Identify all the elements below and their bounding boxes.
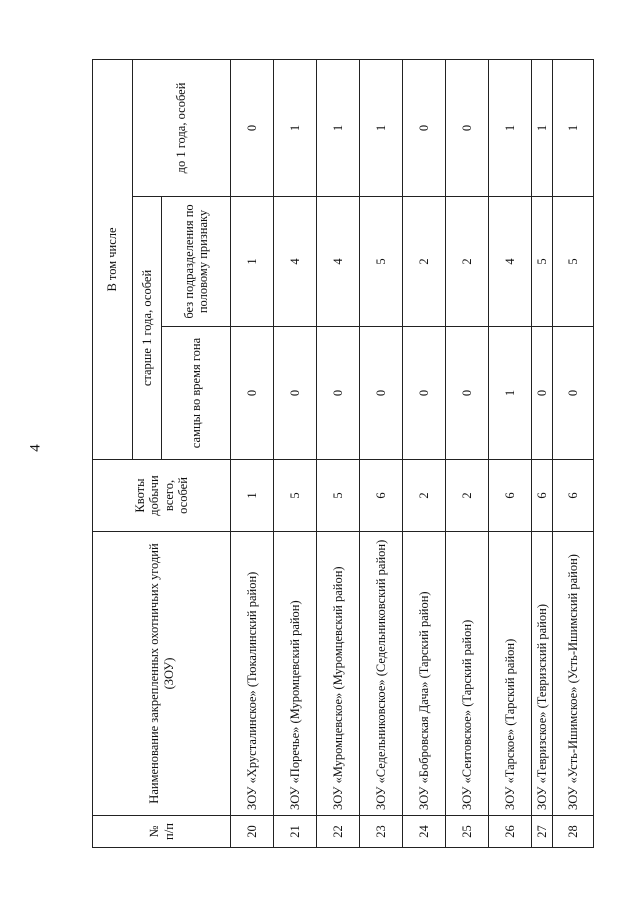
hunting-quota-table [92,59,594,848]
header-number: № п/п [93,816,231,848]
table-row [553,59,594,847]
header-males-during-rut: самцы во время гона [162,327,231,460]
hunting-ground-name: ЗОУ «Тевризское» (Тевризский район) [532,532,553,816]
row-number: 21 [274,816,317,848]
quota-total: 6 [360,460,403,532]
table-row [274,59,317,847]
table-row [231,59,274,847]
table-row [317,59,360,847]
hunting-ground-name: ЗОУ «Усть-Ишимское» (Усть-Ишимский район) [553,532,594,816]
quota-under-1-year: 1 [360,59,403,196]
header-hunting-ground-name: Наименование закрепленных охотничьих угодий (ЗОУ) [93,532,231,816]
row-number: 28 [553,816,594,848]
quota-under-1-year: 1 [553,59,594,196]
quota-males-rut: 0 [532,327,553,460]
quota-no-sex-division: 4 [274,197,317,327]
header-older-than-1-year: старше 1 года, особей [133,197,162,460]
header-including: В том числе [93,59,133,459]
quota-no-sex-division: 2 [403,197,446,327]
quota-under-1-year: 0 [403,59,446,196]
quota-total: 6 [489,460,532,532]
table-row [489,59,532,847]
hunting-ground-name: ЗОУ «Хрусталинское» (Тюкалинский район) [231,532,274,816]
hunting-ground-name: ЗОУ «Сеитовское» (Тарский район) [446,532,489,816]
row-number: 26 [489,816,532,848]
hunting-ground-name: ЗОУ «Бобровская Дача» (Тарский район) [403,532,446,816]
row-number: 24 [403,816,446,848]
quota-under-1-year: 1 [489,59,532,196]
quota-males-rut: 0 [360,327,403,460]
quota-males-rut: 0 [403,327,446,460]
table-row [360,59,403,847]
row-number: 23 [360,816,403,848]
row-number: 27 [532,816,553,848]
page-number: 4 [27,444,44,452]
quota-total: 2 [403,460,446,532]
quota-males-rut: 0 [317,327,360,460]
table-row [446,59,489,847]
quota-males-rut: 0 [553,327,594,460]
quota-under-1-year: 1 [274,59,317,196]
quota-total: 6 [532,460,553,532]
hunting-ground-name: ЗОУ «Тарское» (Тарский район) [489,532,532,816]
row-number: 22 [317,816,360,848]
hunting-ground-name: ЗОУ «Муромцевское» (Муромцевский район) [317,532,360,816]
quota-total: 2 [446,460,489,532]
table-row [403,59,446,847]
hunting-ground-name: ЗОУ «Седельниковское» (Седельниковский район) [360,532,403,816]
quota-total: 1 [231,460,274,532]
hunting-ground-name: ЗОУ «Поречье» (Муромцевский район) [274,532,317,816]
quota-under-1-year: 1 [532,59,553,196]
quota-total: 5 [317,460,360,532]
table-row [532,59,553,847]
header-quota-total: Квоты добычи всего, особей [93,460,231,532]
quota-males-rut: 0 [274,327,317,460]
quota-table-body [231,59,594,847]
quota-no-sex-division: 4 [489,197,532,327]
row-number: 25 [446,816,489,848]
quota-males-rut: 0 [231,327,274,460]
quota-under-1-year: 0 [231,59,274,196]
quota-no-sex-division: 5 [532,197,553,327]
quota-no-sex-division: 4 [317,197,360,327]
quota-no-sex-division: 5 [553,197,594,327]
quota-no-sex-division: 5 [360,197,403,327]
quota-males-rut: 1 [489,327,532,460]
quota-table-rotated [92,60,594,848]
quota-under-1-year: 0 [446,59,489,196]
quota-total: 6 [553,460,594,532]
header-no-sex-division: без подразделения по половому признаку [162,197,231,327]
quota-total: 5 [274,460,317,532]
header-under-1-year: до 1 года, особей [133,59,231,196]
quota-under-1-year: 1 [317,59,360,196]
quota-no-sex-division: 1 [231,197,274,327]
quota-no-sex-division: 2 [446,197,489,327]
quota-males-rut: 0 [446,327,489,460]
row-number: 20 [231,816,274,848]
